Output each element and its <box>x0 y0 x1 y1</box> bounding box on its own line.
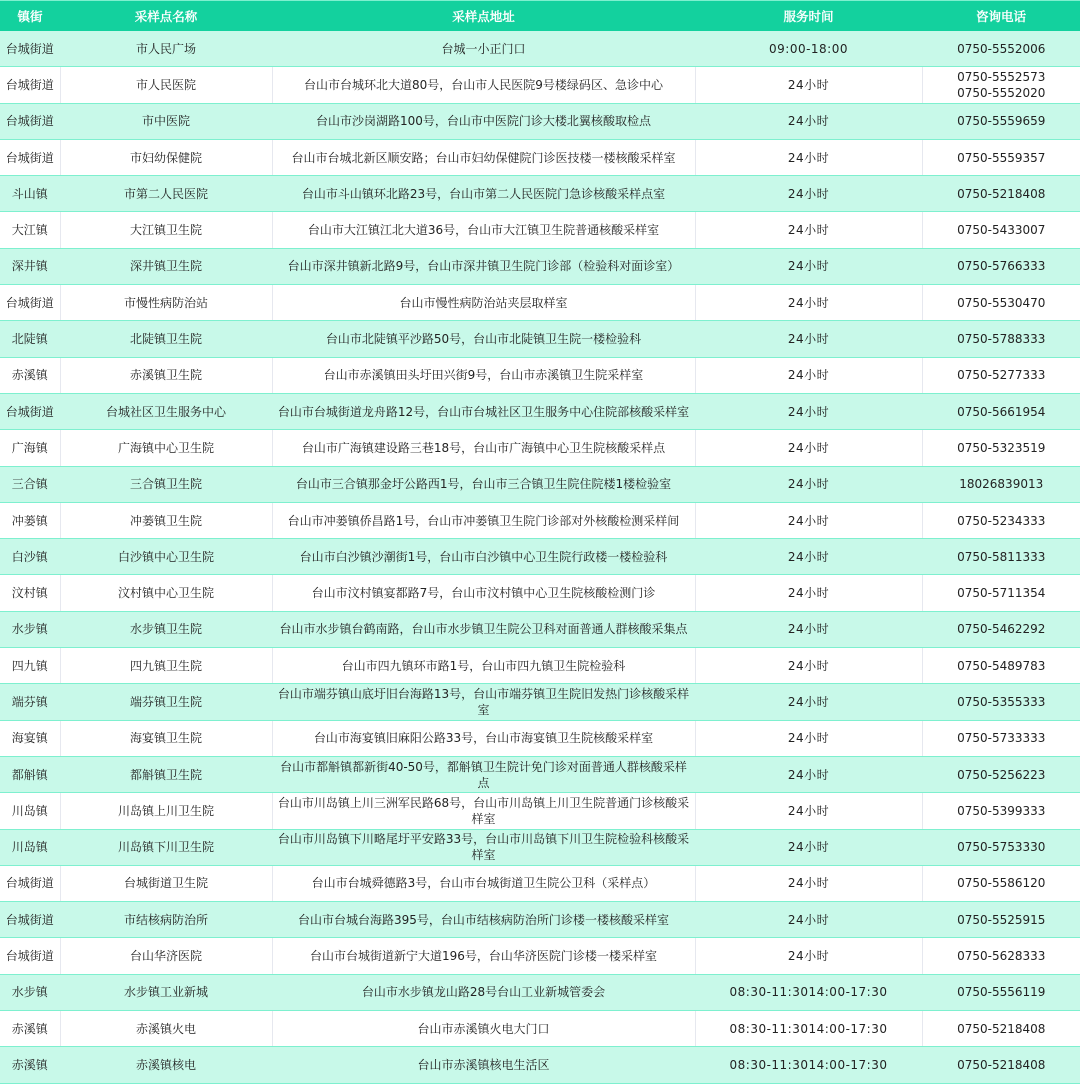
phone-number: 0750-5323519 <box>957 440 1046 455</box>
cell-address: 台山市北陡镇平沙路50号，台山市北陡镇卫生院一楼检验科 <box>272 321 695 357</box>
table-row <box>0 1011 1080 1047</box>
cell-phone <box>922 793 1080 829</box>
cell-address: 台山市海宴镇旧麻阳公路33号，台山市海宴镇卫生院核酸采样室 <box>272 720 695 756</box>
phone-number: 0750-5530470 <box>957 295 1046 310</box>
cell-site-name: 都斛镇卫生院 <box>60 756 272 792</box>
phone-number: 0750-5552573 <box>957 69 1046 84</box>
cell-site-name: 市人民医院 <box>60 67 272 103</box>
cell-phone <box>922 430 1080 466</box>
cell-site-name: 汶村镇中心卫生院 <box>60 575 272 611</box>
phone-number: 0750-5218408 <box>957 1057 1046 1072</box>
phone-number: 0750-5399333 <box>957 803 1046 818</box>
cell-town: 水步镇 <box>0 611 60 647</box>
cell-town: 端芬镇 <box>0 684 60 720</box>
phone-number: 0750-5256223 <box>957 767 1046 782</box>
cell-site-name: 广海镇中心卫生院 <box>60 430 272 466</box>
phone-number: 0750-5218408 <box>957 1021 1046 1036</box>
cell-hours: 24小时 <box>695 684 922 720</box>
cell-town: 深井镇 <box>0 248 60 284</box>
cell-site-name: 市慢性病防治站 <box>60 285 272 321</box>
phone-number: 0750-5559357 <box>957 150 1046 165</box>
cell-address: 台山市端芬镇山底圩旧台海路13号，台山市端芬镇卫生院旧发热门诊核酸采样室 <box>272 684 695 720</box>
cell-phone <box>922 248 1080 284</box>
cell-site-name: 海宴镇卫生院 <box>60 720 272 756</box>
cell-address: 台山市台城环北大道80号，台山市人民医院9号楼绿码区、急诊中心 <box>272 67 695 103</box>
cell-hours: 08:30-11:3014:00-17:30 <box>695 1047 922 1083</box>
cell-site-name: 市人民广场 <box>60 31 272 67</box>
cell-town: 汶村镇 <box>0 575 60 611</box>
cell-site-name: 赤溪镇卫生院 <box>60 357 272 393</box>
cell-site-name: 川岛镇上川卫生院 <box>60 793 272 829</box>
table-row <box>0 248 1080 284</box>
cell-site-name: 水步镇工业新城 <box>60 974 272 1010</box>
cell-phone <box>922 1011 1080 1047</box>
table-row <box>0 756 1080 792</box>
cell-town: 台城街道 <box>0 31 60 67</box>
cell-town: 四九镇 <box>0 648 60 684</box>
cell-site-name: 市妇幼保健院 <box>60 139 272 175</box>
cell-phone <box>922 829 1080 865</box>
cell-address: 台山市三合镇那金圩公路西1号，台山市三合镇卫生院住院楼1楼检验室 <box>272 466 695 502</box>
cell-hours: 08:30-11:3014:00-17:30 <box>695 974 922 1010</box>
cell-address: 台山市广海镇建设路三巷18号，台山市广海镇中心卫生院核酸采样点 <box>272 430 695 466</box>
cell-town: 冲蒌镇 <box>0 502 60 538</box>
table-row <box>0 393 1080 429</box>
phone-number: 0750-5552020 <box>957 85 1046 100</box>
cell-hours: 24小时 <box>695 139 922 175</box>
cell-site-name: 市中医院 <box>60 103 272 139</box>
phone-number: 0750-5552006 <box>957 41 1046 56</box>
cell-town: 赤溪镇 <box>0 1047 60 1083</box>
cell-hours: 24小时 <box>695 756 922 792</box>
table-header-row <box>0 1 1080 32</box>
cell-phone <box>922 865 1080 901</box>
cell-hours: 24小时 <box>695 720 922 756</box>
table-row <box>0 720 1080 756</box>
table-row <box>0 357 1080 393</box>
table-row <box>0 212 1080 248</box>
cell-address: 台山市沙岗湖路100号，台山市中医院门诊大楼北翼核酸取检点 <box>272 103 695 139</box>
cell-phone <box>922 31 1080 67</box>
cell-address: 台城一小正门口 <box>272 31 695 67</box>
cell-town: 台城街道 <box>0 865 60 901</box>
cell-address: 台山市川岛镇下川略尾圩平安路33号，台山市川岛镇下川卫生院检验科核酸采样室 <box>272 829 695 865</box>
table-row <box>0 648 1080 684</box>
table-row <box>0 865 1080 901</box>
cell-phone <box>922 321 1080 357</box>
cell-phone <box>922 393 1080 429</box>
cell-town: 台城街道 <box>0 938 60 974</box>
cell-site-name: 台城社区卫生服务中心 <box>60 393 272 429</box>
phone-number: 0750-5753330 <box>957 840 1046 855</box>
cell-phone <box>922 1047 1080 1083</box>
cell-hours: 24小时 <box>695 393 922 429</box>
cell-site-name: 白沙镇中心卫生院 <box>60 539 272 575</box>
cell-hours: 24小时 <box>695 103 922 139</box>
cell-hours: 24小时 <box>695 430 922 466</box>
header-town: 镇街 <box>0 1 60 32</box>
cell-phone <box>922 139 1080 175</box>
cell-site-name: 台山华济医院 <box>60 938 272 974</box>
cell-address: 台山市水步镇台鹤南路，台山市水步镇卫生院公卫科对面普通人群核酸采集点 <box>272 611 695 647</box>
cell-phone <box>922 974 1080 1010</box>
cell-town: 川岛镇 <box>0 793 60 829</box>
cell-site-name: 四九镇卫生院 <box>60 648 272 684</box>
cell-hours: 24小时 <box>695 611 922 647</box>
cell-town: 广海镇 <box>0 430 60 466</box>
cell-hours: 24小时 <box>695 357 922 393</box>
table-row <box>0 31 1080 67</box>
cell-hours: 24小时 <box>695 502 922 538</box>
cell-town: 台城街道 <box>0 285 60 321</box>
cell-address: 台山市汶村镇宴都路7号，台山市汶村镇中心卫生院核酸检测门诊 <box>272 575 695 611</box>
cell-address: 台山市慢性病防治站夹层取样室 <box>272 285 695 321</box>
table-row <box>0 139 1080 175</box>
cell-town: 台城街道 <box>0 103 60 139</box>
cell-address: 台山市冲蒌镇侨昌路1号，台山市冲蒌镇卫生院门诊部对外核酸检测采样间 <box>272 502 695 538</box>
phone-number: 0750-5586120 <box>957 876 1046 891</box>
cell-town: 台城街道 <box>0 67 60 103</box>
cell-phone <box>922 67 1080 103</box>
phone-number: 0750-5661954 <box>957 404 1046 419</box>
cell-phone <box>922 357 1080 393</box>
cell-address: 台山市川岛镇上川三洲军民路68号，台山市川岛镇上川卫生院普通门诊核酸采样室 <box>272 793 695 829</box>
phone-number: 18026839013 <box>959 477 1044 492</box>
table-row <box>0 103 1080 139</box>
phone-number: 0750-5277333 <box>957 368 1046 383</box>
cell-hours: 24小时 <box>695 285 922 321</box>
cell-phone <box>922 502 1080 538</box>
cell-address: 台山市台城街道新宁大道196号，台山华济医院门诊楼一楼采样室 <box>272 938 695 974</box>
cell-site-name: 市结核病防治所 <box>60 902 272 938</box>
table-row <box>0 466 1080 502</box>
cell-hours: 24小时 <box>695 248 922 284</box>
cell-address: 台山市台城北新区顺安路；台山市妇幼保健院门诊医技楼一楼核酸采样室 <box>272 139 695 175</box>
cell-hours: 24小时 <box>695 902 922 938</box>
table-row <box>0 974 1080 1010</box>
cell-hours: 24小时 <box>695 212 922 248</box>
cell-site-name: 市第二人民医院 <box>60 176 272 212</box>
phone-number: 0750-5788333 <box>957 332 1046 347</box>
cell-address: 台山市台城街道龙舟路12号，台山市台城社区卫生服务中心住院部核酸采样室 <box>272 393 695 429</box>
table-row <box>0 829 1080 865</box>
table-row <box>0 67 1080 103</box>
cell-hours: 24小时 <box>695 176 922 212</box>
cell-site-name: 大江镇卫生院 <box>60 212 272 248</box>
phone-number: 0750-5711354 <box>957 586 1046 601</box>
table-row <box>0 902 1080 938</box>
cell-town: 三合镇 <box>0 466 60 502</box>
cell-hours: 24小时 <box>695 466 922 502</box>
cell-address: 台山市水步镇龙山路28号台山工业新城管委会 <box>272 974 695 1010</box>
table-row <box>0 430 1080 466</box>
cell-site-name: 三合镇卫生院 <box>60 466 272 502</box>
phone-number: 0750-5525915 <box>957 912 1046 927</box>
phone-number: 0750-5733333 <box>957 731 1046 746</box>
table-row <box>0 176 1080 212</box>
cell-phone <box>922 176 1080 212</box>
cell-town: 川岛镇 <box>0 829 60 865</box>
phone-number: 0750-5462292 <box>957 622 1046 637</box>
table-row <box>0 502 1080 538</box>
cell-address: 台山市斗山镇环北路23号，台山市第二人民医院门急诊核酸采样点室 <box>272 176 695 212</box>
header-hours: 服务时间 <box>695 1 922 32</box>
cell-address: 台山市四九镇环市路1号，台山市四九镇卫生院检验科 <box>272 648 695 684</box>
cell-town: 台城街道 <box>0 393 60 429</box>
table-row <box>0 321 1080 357</box>
cell-hours: 08:30-11:3014:00-17:30 <box>695 1011 922 1047</box>
cell-address: 台山市台城台海路395号，台山市结核病防治所门诊楼一楼核酸采样室 <box>272 902 695 938</box>
cell-address: 台山市大江镇江北大道36号，台山市大江镇卫生院普通核酸采样室 <box>272 212 695 248</box>
phone-number: 0750-5489783 <box>957 658 1046 673</box>
cell-site-name: 赤溪镇核电 <box>60 1047 272 1083</box>
cell-hours: 24小时 <box>695 829 922 865</box>
cell-town: 台城街道 <box>0 902 60 938</box>
cell-town: 赤溪镇 <box>0 1011 60 1047</box>
cell-site-name: 冲蒌镇卫生院 <box>60 502 272 538</box>
cell-hours: 24小时 <box>695 648 922 684</box>
cell-town: 大江镇 <box>0 212 60 248</box>
cell-hours: 24小时 <box>695 67 922 103</box>
phone-number: 0750-5218408 <box>957 186 1046 201</box>
cell-site-name: 赤溪镇火电 <box>60 1011 272 1047</box>
table-row <box>0 285 1080 321</box>
cell-site-name: 川岛镇下川卫生院 <box>60 829 272 865</box>
phone-number: 0750-5433007 <box>957 223 1046 238</box>
phone-number: 0750-5355333 <box>957 694 1046 709</box>
cell-hours: 24小时 <box>695 575 922 611</box>
cell-hours: 24小时 <box>695 865 922 901</box>
table-row <box>0 938 1080 974</box>
table-row <box>0 1047 1080 1083</box>
cell-address: 台山市赤溪镇火电大门口 <box>272 1011 695 1047</box>
cell-address: 台山市赤溪镇田头圩田兴街9号，台山市赤溪镇卫生院采样室 <box>272 357 695 393</box>
cell-phone <box>922 285 1080 321</box>
cell-address: 台山市深井镇新北路9号，台山市深井镇卫生院门诊部（检验科对面诊室） <box>272 248 695 284</box>
cell-town: 都斛镇 <box>0 756 60 792</box>
header-address: 采样点地址 <box>272 1 695 32</box>
cell-town: 北陡镇 <box>0 321 60 357</box>
cell-phone <box>922 938 1080 974</box>
table-row <box>0 611 1080 647</box>
cell-hours: 24小时 <box>695 321 922 357</box>
cell-phone <box>922 212 1080 248</box>
cell-hours: 24小时 <box>695 539 922 575</box>
cell-site-name: 台城街道卫生院 <box>60 865 272 901</box>
cell-town: 台城街道 <box>0 139 60 175</box>
cell-town: 白沙镇 <box>0 539 60 575</box>
cell-address: 台山市赤溪镇核电生活区 <box>272 1047 695 1083</box>
cell-phone <box>922 902 1080 938</box>
cell-phone <box>922 720 1080 756</box>
cell-phone <box>922 611 1080 647</box>
cell-town: 水步镇 <box>0 974 60 1010</box>
cell-hours: 24小时 <box>695 793 922 829</box>
cell-phone <box>922 466 1080 502</box>
phone-number: 0750-5234333 <box>957 513 1046 528</box>
cell-address: 台山市台城舜德路3号，台山市台城街道卫生院公卫科（采样点） <box>272 865 695 901</box>
cell-town: 斗山镇 <box>0 176 60 212</box>
cell-hours: 24小时 <box>695 938 922 974</box>
phone-number: 0750-5559659 <box>957 114 1046 129</box>
cell-site-name: 水步镇卫生院 <box>60 611 272 647</box>
table-row <box>0 684 1080 720</box>
table-row <box>0 539 1080 575</box>
cell-phone <box>922 648 1080 684</box>
cell-phone <box>922 539 1080 575</box>
cell-phone <box>922 756 1080 792</box>
phone-number: 0750-5556119 <box>957 985 1046 1000</box>
cell-address: 台山市白沙镇沙潮街1号，台山市白沙镇中心卫生院行政楼一楼检验科 <box>272 539 695 575</box>
cell-phone <box>922 575 1080 611</box>
cell-town: 海宴镇 <box>0 720 60 756</box>
cell-address: 台山市都斛镇都新街40-50号，都斛镇卫生院计免门诊对面普通人群核酸采样点 <box>272 756 695 792</box>
phone-number: 0750-5628333 <box>957 949 1046 964</box>
table-row <box>0 793 1080 829</box>
table-row <box>0 575 1080 611</box>
cell-site-name: 端芬镇卫生院 <box>60 684 272 720</box>
header-site-name: 采样点名称 <box>60 1 272 32</box>
table-body <box>0 31 1080 1083</box>
phone-number: 0750-5766333 <box>957 259 1046 274</box>
cell-phone <box>922 103 1080 139</box>
cell-site-name: 深井镇卫生院 <box>60 248 272 284</box>
cell-site-name: 北陡镇卫生院 <box>60 321 272 357</box>
cell-town: 赤溪镇 <box>0 357 60 393</box>
phone-number: 0750-5811333 <box>957 549 1046 564</box>
cell-phone <box>922 684 1080 720</box>
header-phone: 咨询电话 <box>922 1 1080 32</box>
cell-hours: 09:00-18:00 <box>695 31 922 67</box>
